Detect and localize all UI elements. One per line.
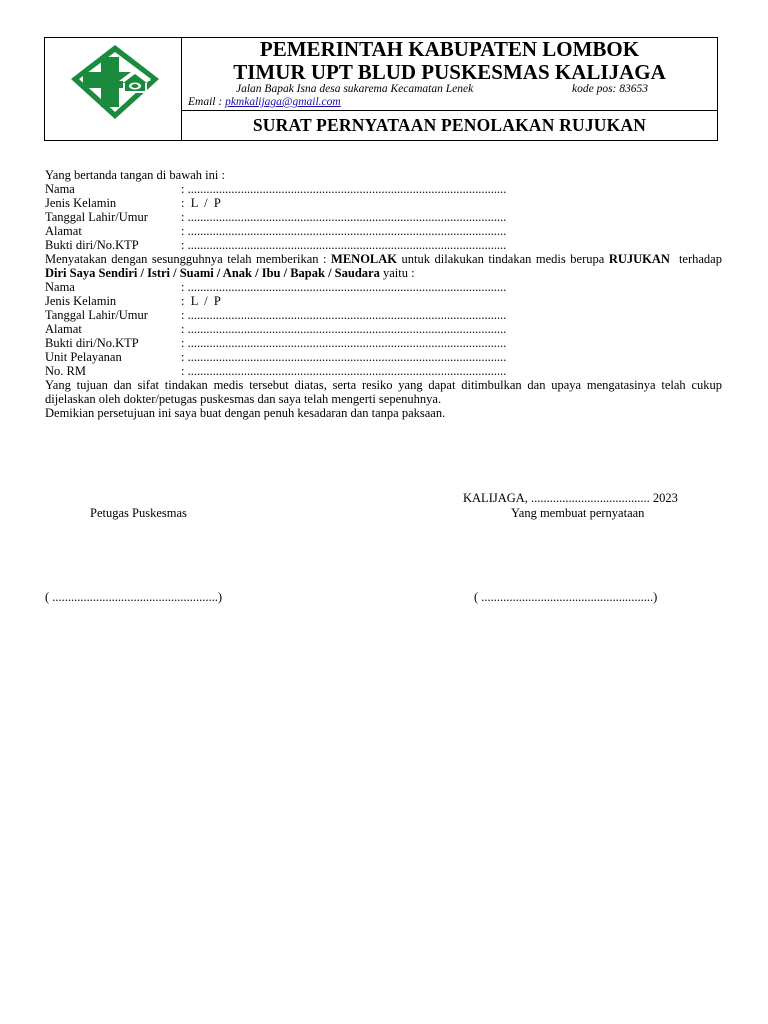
statement-relation: Diri Saya Sendiri / Istri / Suami / Anak / Ibu / Bapak / Saudara <box>45 266 380 280</box>
statement-paragraph <box>45 252 726 280</box>
document-title: SURAT PERNYATAAN PENOLAKAN RUJUKAN <box>252 115 647 135</box>
field-label: Alamat <box>45 224 82 238</box>
field-row <box>45 196 722 210</box>
logo-cell <box>45 38 182 140</box>
email-line <box>188 96 341 108</box>
intro-text: Yang bertanda tangan di bawah ini : <box>45 168 225 182</box>
address: Jalan Bapak Isna desa sukarema Kecamatan Lenek <box>236 83 474 95</box>
closing-paragraph: Yang tujuan dan sifat tindakan medis tersebut diatas, serta resiko yang dapat ditimbulkan dan upaya mengatasinya telah cukup dijelaskan oleh dokter/petugas puskesmas dan saya telah mengerti sepenuhnya. <box>45 378 722 406</box>
statement-text: yaitu : <box>379 266 415 280</box>
field-label: Jenis Kelamin <box>45 196 117 210</box>
divider <box>182 110 717 111</box>
field-label: Bukti diri/No.KTP <box>45 238 139 252</box>
closing-statement: Demikian persetujuan ini saya buat dengan penuh kesadaran dan tanpa paksaan. <box>45 406 446 420</box>
field-value: : ...................................................................................................... <box>181 238 507 252</box>
statement-text: terhadap <box>669 252 726 266</box>
puskesmas-logo-icon <box>67 41 163 123</box>
officer-signature-blank: ( .....................................................) <box>45 590 223 604</box>
field-value: : ...................................................................................................... <box>181 322 507 336</box>
statement-refuse: MENOLAK <box>331 252 398 266</box>
field-label: Tanggal Lahir/Umur <box>45 308 148 322</box>
field-row <box>45 210 722 224</box>
field-value: : L / P <box>181 196 221 210</box>
field-label: No. RM <box>45 364 86 378</box>
field-row <box>45 350 722 364</box>
field-row <box>45 364 722 378</box>
field-label: Tanggal Lahir/Umur <box>45 210 148 224</box>
field-value: : L / P <box>181 294 221 308</box>
organization-name <box>182 38 717 84</box>
field-value: : ...................................................................................................... <box>181 224 507 238</box>
field-row <box>45 224 722 238</box>
email-label: Email : <box>188 96 223 108</box>
title-cell <box>182 38 717 140</box>
field-value: : ...................................................................................................... <box>181 336 507 350</box>
statement-text: Menyatakan dengan sesungguhnya telah memberikan : <box>45 252 332 266</box>
field-label: Alamat <box>45 322 82 336</box>
field-value: : ...................................................................................................... <box>181 280 507 294</box>
field-value: : ...................................................................................................... <box>181 210 507 224</box>
email-link[interactable]: pkmkalijaga@gmail.com <box>225 96 341 108</box>
section-1-fields <box>45 182 722 252</box>
place-date: KALIJAGA, ...................................... 2023 <box>463 491 678 505</box>
field-label: Unit Pelayanan <box>45 350 122 364</box>
declarant-signature-blank: ( .......................................................) <box>474 590 658 604</box>
section-2-fields <box>45 280 722 378</box>
field-label: Jenis Kelamin <box>45 294 117 308</box>
field-label: Nama <box>45 182 75 196</box>
field-value: : ...................................................................................................... <box>181 182 507 196</box>
letterhead <box>44 37 718 141</box>
field-value: : ...................................................................................................... <box>181 308 507 322</box>
field-row <box>45 322 722 336</box>
postal-code: kode pos: 83653 <box>572 83 649 95</box>
field-label: Bukti diri/No.KTP <box>45 336 139 350</box>
document-body <box>45 168 726 420</box>
field-value: : ...................................................................................................... <box>181 350 507 364</box>
field-row <box>45 280 722 294</box>
field-row <box>45 308 722 322</box>
officer-title: Petugas Puskesmas <box>90 506 187 520</box>
statement-text: untuk dilakukan tindakan medis berupa <box>397 252 609 266</box>
statement-referral: RUJUKAN <box>608 252 670 266</box>
field-value: : ...................................................................................................... <box>181 364 507 378</box>
org-line-2: TIMUR UPT BLUD PUSKESMAS KALIJAGA <box>233 60 666 84</box>
field-row <box>45 238 722 252</box>
org-line-1: PEMERINTAH KABUPATEN LOMBOK <box>259 37 640 61</box>
field-row <box>45 336 722 350</box>
field-row <box>45 182 722 196</box>
field-label: Nama <box>45 280 75 294</box>
field-row <box>45 294 722 308</box>
declarant-title: Yang membuat pernyataan <box>511 506 645 520</box>
